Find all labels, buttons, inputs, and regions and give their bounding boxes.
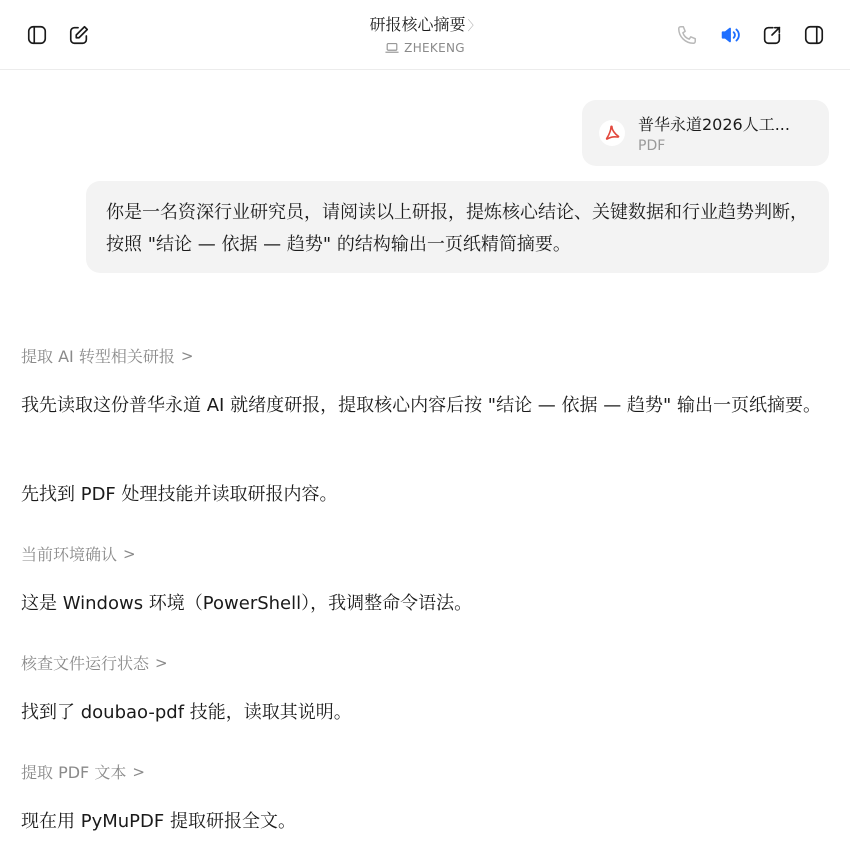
right-panel-button[interactable] [798,19,830,51]
attachment-filename: 普华永道2026人工... [638,115,790,134]
laptop-icon [385,42,399,54]
step-toggle-file-status[interactable] [21,651,168,674]
device-name: ZHEKENG [404,41,465,55]
response-paragraph: 现在用 PyMuPDF 提取研报全文。 [21,811,296,832]
response-paragraph: 找到了 doubao-pdf 技能，读取其说明。 [21,702,352,723]
phone-icon [676,24,698,46]
chevron-right-icon: > [132,762,145,781]
voice-button[interactable] [714,19,746,51]
pdf-icon [599,120,625,146]
new-window-icon [761,24,783,46]
title-text: 研报核心摘要 [369,15,466,34]
step-label: 提取 PDF 文本 [21,763,127,782]
title-chevron-icon: 〉 [467,19,481,34]
top-bar [0,0,850,70]
chevron-right-icon: > [180,346,194,365]
attachment-filetype: PDF [638,138,666,154]
step-toggle-extract-ai[interactable] [21,344,193,367]
device-label [385,41,465,55]
call-button[interactable] [671,19,703,51]
step-label: 核查文件运行状态 [21,654,150,673]
chevron-right-icon: > [123,544,136,563]
user-message-bubble: 你是一名资深行业研究员，请阅读以上研报，提炼核心结论、关键数据和行业趋势判断，按照 "结论 — 依据 — 趋势" 的结构输出一页纸精简摘要。 [86,181,829,273]
right-panel-icon [803,24,825,46]
response-paragraph: 我先读取这份普华永道 AI 就绪度研报，提取核心内容后按 "结论 — 依据 — 趋势" 输出一页纸摘要。 [21,395,821,416]
pdf-attachment-card[interactable] [582,100,829,166]
step-label: 当前环境确认 [21,545,118,564]
new-window-button[interactable] [756,19,788,51]
response-paragraph: 先找到 PDF 处理技能并读取研报内容。 [21,484,338,505]
speaker-icon [719,24,741,46]
step-toggle-extract-pdf[interactable] [21,760,145,783]
step-label: 提取 AI 转型相关研报 [21,347,175,366]
response-paragraph: 这是 Windows 环境（PowerShell），我调整命令语法。 [21,593,473,614]
step-toggle-env-check[interactable] [21,542,136,565]
chevron-right-icon: > [155,653,168,672]
